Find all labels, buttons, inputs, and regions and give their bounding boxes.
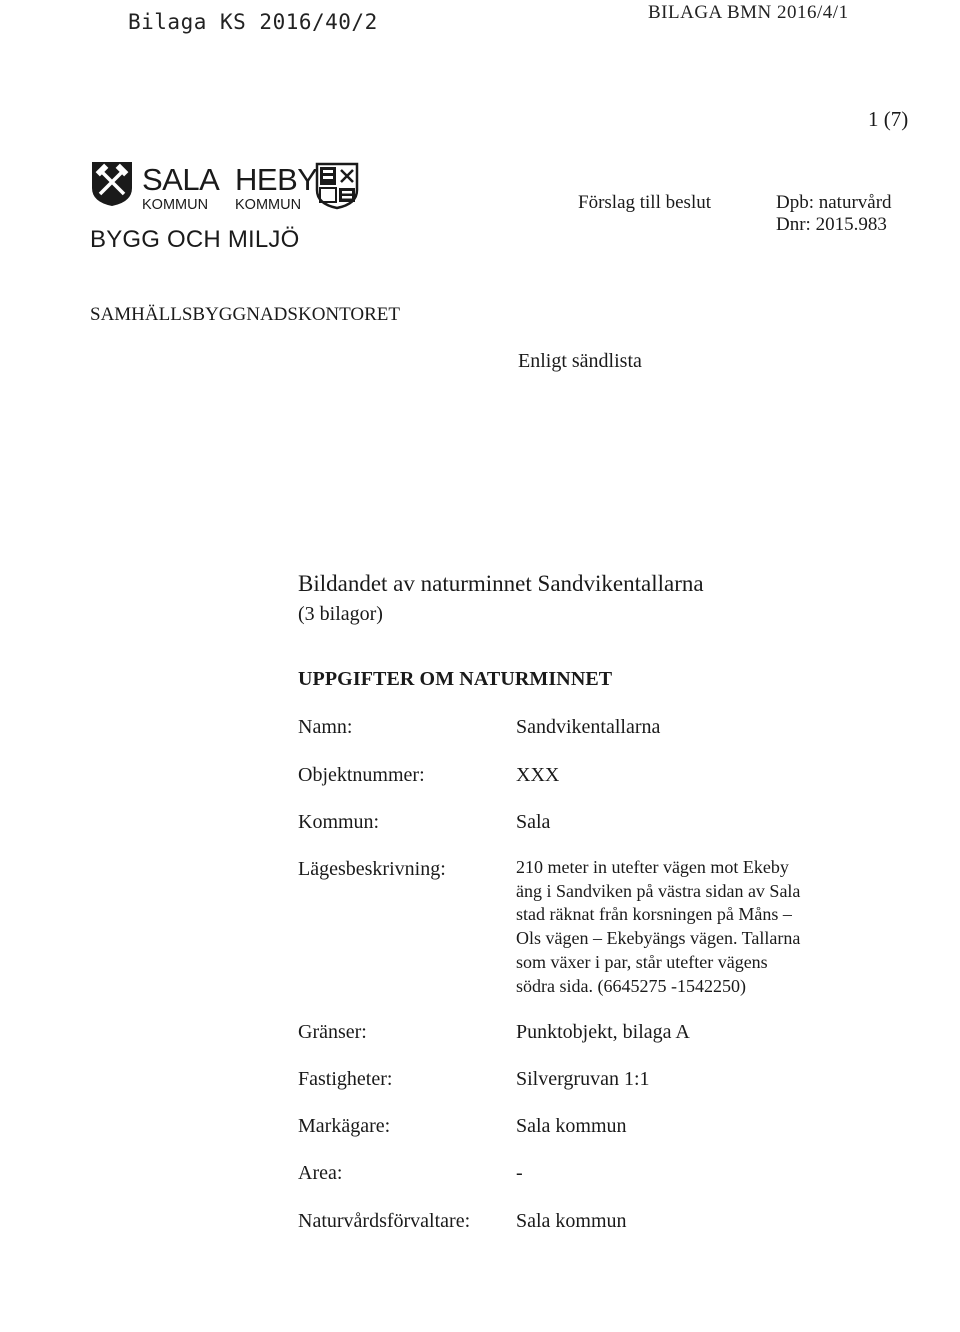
field-label-markagare: Markägare: <box>298 1115 391 1137</box>
field-value-area: - <box>516 1162 523 1184</box>
field-label-lagesbeskrivning: Lägesbeskrivning: <box>298 858 446 880</box>
sala-coat-of-arms-icon <box>90 160 134 208</box>
field-value-namn: Sandvikentallarna <box>516 716 661 738</box>
field-label-kommun: Kommun: <box>298 811 380 833</box>
description-line: stad räknat från korsningen på Måns – <box>516 904 792 925</box>
field-value-fastigheter: Silvergruvan 1:1 <box>516 1068 650 1090</box>
department-name: BYGG OCH MILJÖ <box>90 226 300 253</box>
field-value-naturvardsforvaltare: Sala kommun <box>516 1210 627 1232</box>
description-line: äng i Sandviken på västra sidan av Sala <box>516 880 801 901</box>
dpb-reference: Dpb: naturvård <box>776 192 892 213</box>
attachments-note: (3 bilagor) <box>298 603 383 625</box>
distribution-note: Enligt sändlista <box>518 350 642 372</box>
description-line: Ols vägen – Ekebyängs vägen. Tallarna <box>516 928 801 949</box>
field-label-naturvardsforvaltare: Naturvårdsförvaltare: <box>298 1210 471 1232</box>
field-label-area: Area: <box>298 1162 343 1184</box>
section-heading: UPPGIFTER OM NATURMINNET <box>298 668 613 690</box>
field-value-kommun: Sala <box>516 811 551 833</box>
document-type: Förslag till beslut <box>578 192 711 213</box>
field-label-fastigheter: Fastigheter: <box>298 1068 393 1090</box>
stamp-bmn: BILAGA BMN 2016/4/1 <box>648 2 849 23</box>
stamp-ks: Bilaga KS 2016/40/2 <box>128 10 378 34</box>
field-label-granser: Gränser: <box>298 1021 367 1043</box>
description-line: 210 meter in utefter vägen mot Ekeby <box>516 857 789 877</box>
municipality-logo <box>90 160 365 260</box>
field-value-lagesbeskrivning <box>516 856 846 998</box>
heby-logo-text: HEBY <box>235 162 318 197</box>
field-value-markagare: Sala kommun <box>516 1115 627 1137</box>
field-label-namn: Namn: <box>298 716 353 738</box>
description-line: södra sida. (6645275 -1542250) <box>516 975 746 996</box>
description-line: som växer i par, står utefter vägens <box>516 951 768 972</box>
field-label-objektnummer: Objektnummer: <box>298 764 425 786</box>
document-title: Bildandet av naturminnet Sandvikentallarna <box>298 571 704 596</box>
office-name: SAMHÄLLSBYGGNADSKONTORET <box>90 304 401 325</box>
sala-logo-text: SALA <box>142 162 220 197</box>
heby-kommun-text: KOMMUN <box>235 197 302 213</box>
field-value-objektnummer: XXX <box>516 764 560 786</box>
sala-kommun-text: KOMMUN <box>142 197 209 213</box>
dnr-reference: Dnr: 2015.983 <box>776 214 887 235</box>
page-number: 1 (7) <box>868 107 909 131</box>
field-value-granser: Punktobjekt, bilaga A <box>516 1021 690 1043</box>
heby-coat-of-arms-icon <box>315 162 359 210</box>
